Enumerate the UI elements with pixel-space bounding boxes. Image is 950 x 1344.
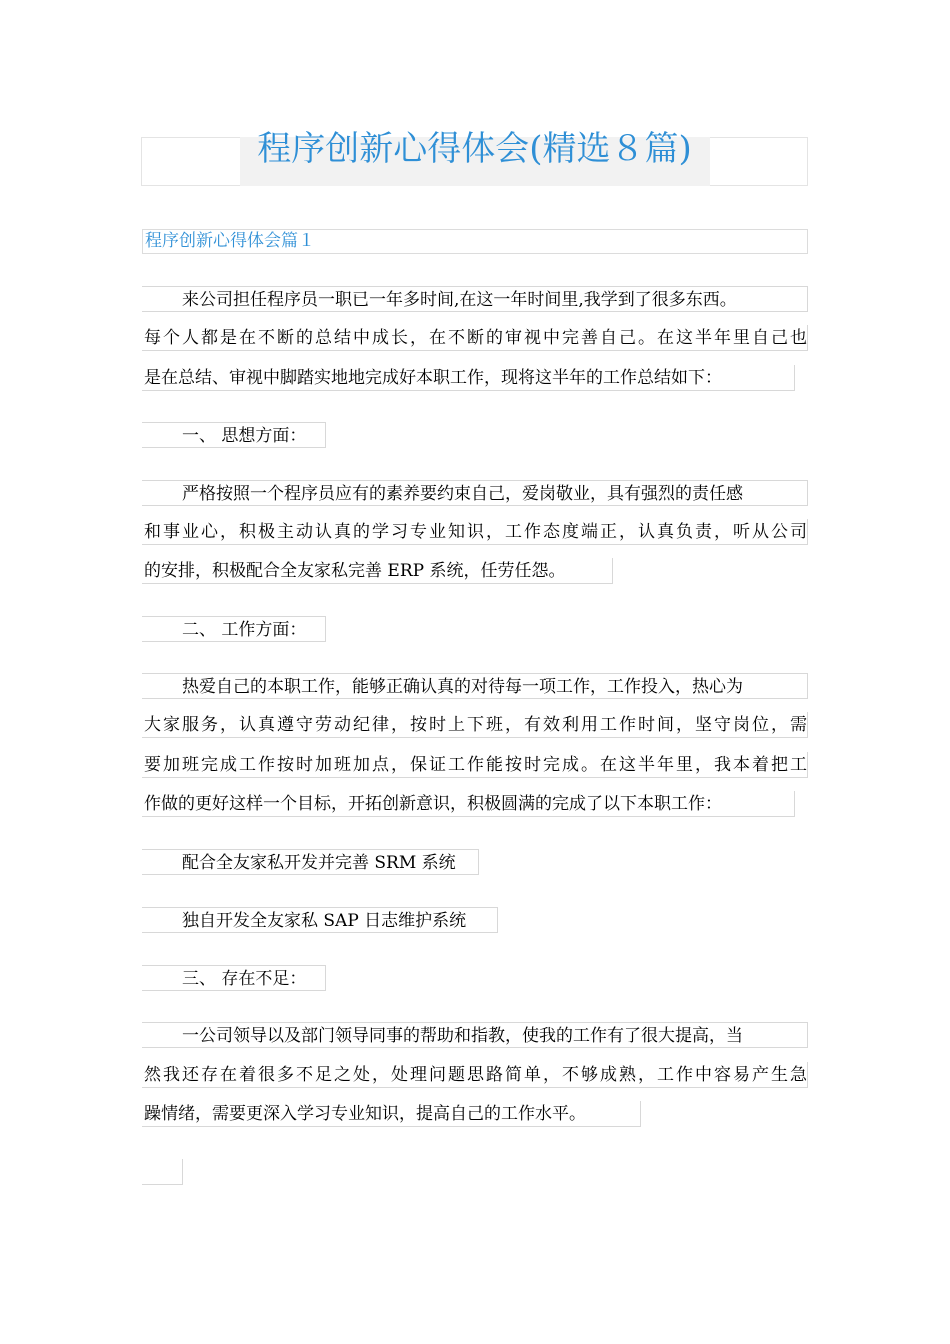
paragraph-2-line-1: 严格按照一个程序员应有的素养要约束自己，爱岗敬业，具有强烈的责任感 [142, 480, 808, 506]
subheading-thought: 一、 思想方面： [142, 422, 326, 448]
document-title: 程序创新心得体会(精选８篇) [257, 129, 692, 169]
paragraph-3-line-2: 大家服务，认真遵守劳动纪律，按时上下班，有效利用工作时间，坚守岗位，需 [142, 712, 808, 738]
paragraph-1-line-3: 是在总结、审视中脚踏实地地完成好本职工作，现将这半年的工作总结如下： [142, 365, 795, 391]
paragraph-4-line-1: 一公司领导以及部门领导同事的帮助和指教，使我的工作有了很大提高，当 [142, 1022, 808, 1048]
work-item-srm: 配合全友家私开发并完善 SRM 系统 [142, 849, 479, 875]
paragraph-2-line-2: 和事业心，积极主动认真的学习专业知识，工作态度端正，认真负责，听从公司 [142, 519, 808, 545]
subheading-work: 二、 工作方面： [142, 616, 326, 642]
paragraph-4-line-3: 躁情绪，需要更深入学习专业知识，提高自己的工作水平。 [142, 1101, 641, 1127]
paragraph-3-line-1: 热爱自己的本职工作，能够正确认真的对待每一项工作，工作投入，热心为 [142, 673, 808, 699]
paragraph-3-line-4: 作做的更好这样一个目标，开拓创新意识，积极圆满的完成了以下本职工作： [142, 791, 795, 817]
paragraph-1-line-1: 来公司担任程序员一职已一年多时间,在这一年时间里,我学到了很多东西。 [142, 286, 808, 312]
paragraph-1-line-2: 每个人都是在不断的总结中成长，在不断的审视中完善自己。在这半年里自己也 [142, 325, 808, 351]
empty-paragraph-frame [142, 1159, 183, 1185]
paragraph-2-line-3: 的安排，积极配合全友家私完善 ERP 系统，任劳任怨。 [142, 558, 613, 584]
work-item-sap: 独自开发全友家私 SAP 日志维护系统 [142, 907, 498, 933]
paragraph-4-line-2: 然我还存在着很多不足之处，处理问题思路简单，不够成熟，工作中容易产生急 [142, 1062, 808, 1088]
paragraph-3-line-3: 要加班完成工作按时加班加点，保证工作能按时完成。在这半年里，我本着把工 [142, 752, 808, 778]
section-heading: 程序创新心得体会篇１ [142, 229, 808, 254]
subheading-shortcomings: 三、 存在不足： [142, 965, 326, 991]
